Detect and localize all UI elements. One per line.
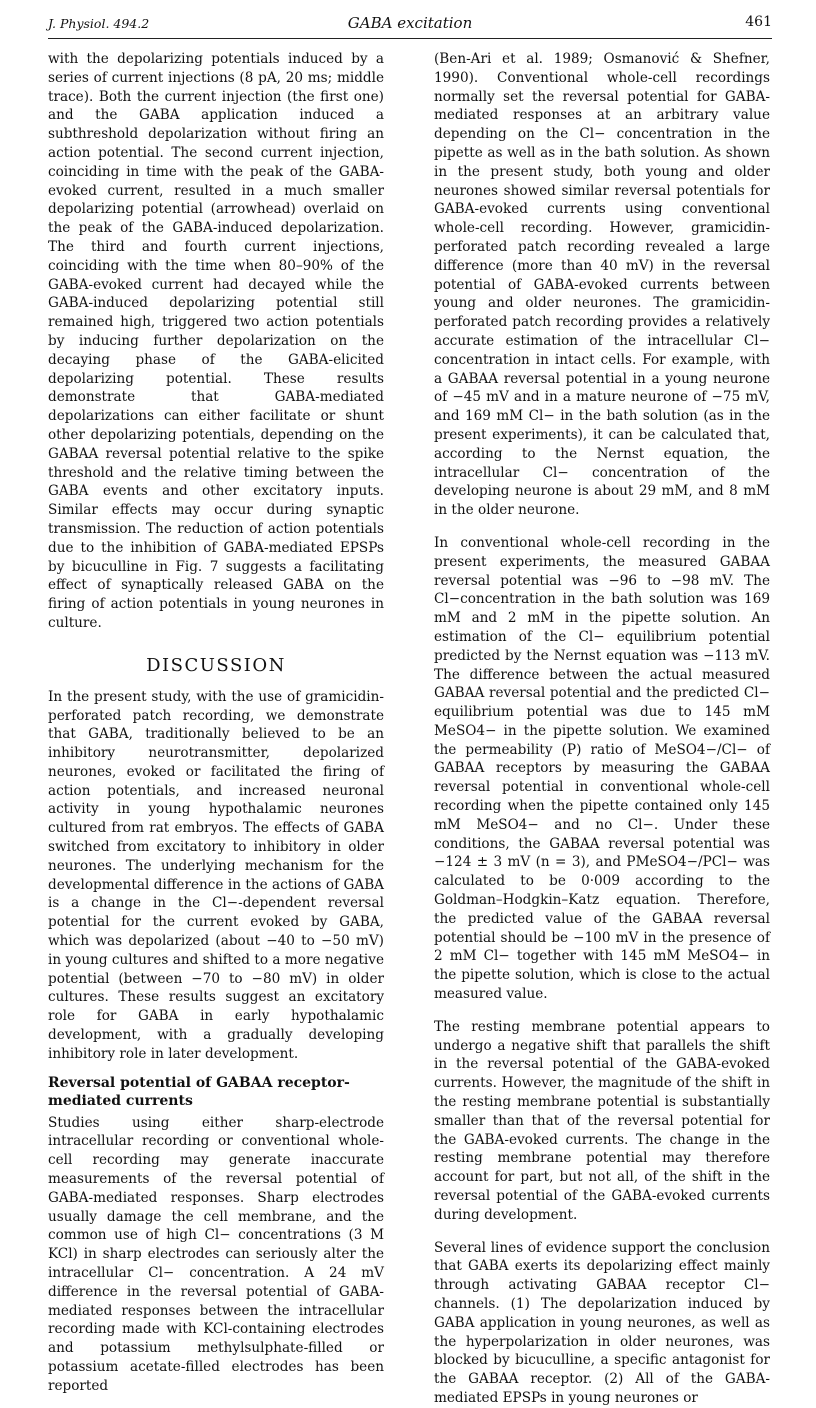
page-number: 461 (745, 14, 772, 30)
discussion-paragraph-6: Several lines of evidence support the conclusion that GABA exerts its depolarizing effect mainly through activating GABAA receptor Cl− channels. (1) The depolarization induced by GABA application in young neurones, as well as the hyperpolarization in older neurones, was blocked by bicuculline, a specific antagonist for the GABAA receptor. (2) All of the GABA-mediated EPSPs in young neurones or (434, 1239, 770, 1406)
page-header (48, 10, 772, 40)
discussion-heading: DISCUSSION (146, 654, 286, 676)
discussion-paragraph-3: (Ben-Ari et al. 1989; Osmanović & Shefner, 1990). Conventional whole-cell recordings normally set the reversal potential for GABA-mediated responses at an arbitrary value depending on the Cl− concentration in the pipette as well as in the bath solution. As shown in the present study, both young and older neurones showed similar reversal potentials for GABA-evoked currents using conventional whole-cell recording. However, gramicidin-perforated patch recording revealed a large difference (more than 40 mV) in the reversal potential of GABA-evoked currents between young and older neurones. The gramicidin-perforated patch recording provides a relatively accurate estimation of the intracellular Cl− concentration in intact cells. For example, with a GABAA reversal potential in a young neurone of −45 mV and in a mature neurone of −75 mV, and 169 mM Cl− in the bath solution (as in the present experiments), it can be calculated that, according to the Nernst equation, the intracellular Cl− concentration of the developing neurone is about 29 mM, and 8 mM in the older neurone. (434, 51, 770, 519)
journal-citation: J. Physiol. 494.2 (48, 16, 150, 31)
results-paragraph: with the depolarizing potentials induced by a series of current injections (8 pA, 20 ms; middle trace). Both the current injection (the first one) and the GABA application induced a subthreshold depolarization without firing an action potential. The second current injection, coinciding in time with the peak of the GABA-evoked current, resulted in a much smaller depolarizing potential (arrowhead) overlaid on the peak of the GABA-induced depolarization. The third and fourth current injections, coinciding with the time when 80–90% of the GABA-evoked current had decayed while the GABA-induced depolarizing potential still remained high, triggered two action potentials by inducing further depolarization on the decaying phase of the GABA-elicited depolarizing potential. These results demonstrate that GABA-mediated depolarizations can either facilitate or shunt other depolarizing potentials, depending on the GABAA reversal potential relative to the spike threshold and the relative timing between the GABA events and other excitatory inputs. Similar effects may occur during synaptic transmission. The reduction of action potentials due to the inhibition of GABA-mediated EPSPs by bicuculline in Fig. 7 suggests a facilitating effect of synaptically released GABA on the firing of action potentials in young neurones in culture. (48, 51, 384, 631)
reversal-potential-subheading: Reversal potential of GABAA receptor-mediated currents (48, 1074, 350, 1109)
left-column (48, 50, 384, 1396)
discussion-paragraph-2: Studies using either sharp-electrode intracellular recording or conventional whole-cell recording may generate inaccurate measurements of the reversal potential of GABA-mediated responses. Sharp electrodes usually damage the cell membrane, and the common use of high Cl− concentrations (3 M KCl) in sharp electrodes can seriously alter the intracellular Cl− concentration. A 24 mV difference in the reversal potential of GABA-mediated responses between the intracellular recording made with KCl-containing electrodes and potassium methylsulphate-filled or potassium acetate-filled electrodes has been reported (48, 1114, 384, 1394)
running-title: GABA excitation (347, 14, 473, 32)
discussion-paragraph-5: The resting membrane potential appears to undergo a negative shift that parallels the shift in the reversal potential of the GABA-evoked currents. However, the magnitude of the shift in the resting membrane potential is substantially smaller than that of the reversal potential for the GABA-evoked currents. The change in the resting membrane potential may therefore account for part, but not all, of the shift in the reversal potential of the GABA-evoked currents during development. (434, 1018, 770, 1223)
discussion-paragraph-1: In the present study, with the use of gramicidin-perforated patch recording, we demonstrate that GABA, traditionally believed to be an inhibitory neurotransmitter, depolarized neurones, evoked or facilitated the firing of action potentials, and increased neuronal activity in young hypothalamic neurones cultured from rat embryos. The effects of GABA switched from excitatory to inhibitory in older neurones. The underlying mechanism for the developmental difference in the actions of GABA is a change in the Cl−-dependent reversal potential for the current evoked by GABA, which was depolarized (about −40 to −50 mV) in young cultures and shifted to a more negative potential (between −70 to −80 mV) in older cultures. These results suggest an excitatory role for GABA in early hypothalamic development, with a gradually developing inhibitory role in later development. (48, 688, 384, 1062)
right-column (434, 50, 770, 1408)
discussion-paragraph-4: In conventional whole-cell recording in the present experiments, the measured GABAA reversal potential was −96 to −98 mV. The Cl−concentration in the bath solution was 169 mM and 2 mM in the pipette solution. An estimation of the Cl− equilibrium potential predicted by the Nernst equation was −113 mV. The difference between the actual measured GABAA reversal potential and the predicted Cl− equilibrium potential was due to 145 mM MeSO4− in the pipette solution. We examined the permeability (P) ratio of MeSO4−/Cl− of GABAA receptors by measuring the GABAA reversal potential in conventional whole-cell recording when the pipette contained only 145 mM MeSO4− and no Cl−. Under these conditions, the GABAA reversal potential was −124 ± 3 mV (n = 3), and PMeSO4−/PCl− was calculated to be 0·009 according to the Goldman–Hodgkin–Katz equation. Therefore, the predicted value of the GABAA reversal potential should be −100 mV in the presence of 2 mM Cl− together with 145 mM MeSO4− in the pipette solution, which is close to the actual measured value. (434, 534, 770, 1003)
header-rule (48, 38, 772, 39)
